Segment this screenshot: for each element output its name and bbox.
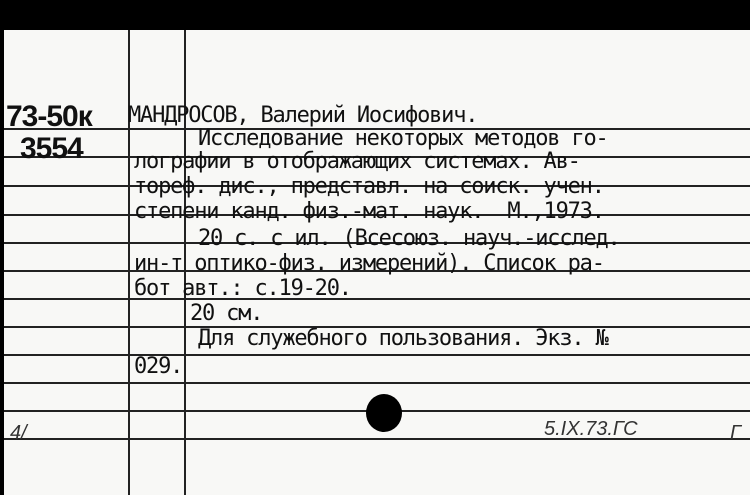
bibliography-line: бот авт.: с.19-20. bbox=[134, 276, 351, 301]
imprint-line: степени канд. физ.-мат. наук. М.,1973. bbox=[134, 199, 604, 224]
title-line: лографии в отображающих системах. Ав- bbox=[134, 149, 580, 174]
margin-line bbox=[128, 30, 130, 495]
punch-hole bbox=[366, 394, 402, 432]
pencil-mark-left: 4/ bbox=[10, 422, 27, 444]
pencil-initial: Г bbox=[730, 422, 741, 444]
call-number-line1: 73-50к bbox=[6, 100, 92, 133]
author-heading: МАНДРОСОВ, Валерий Иосифович. bbox=[128, 103, 478, 128]
copy-number: 029. bbox=[134, 354, 183, 379]
ruled-line bbox=[4, 438, 750, 440]
size-line: 20 см. bbox=[190, 301, 263, 326]
pencil-date: 5.IX.73.ГС bbox=[544, 418, 638, 440]
ruled-line bbox=[4, 382, 750, 384]
restriction-note: Для служебного пользования. Экз. № bbox=[198, 326, 608, 351]
ruled-line bbox=[4, 298, 750, 300]
title-line: Исследование некоторых методов го- bbox=[198, 126, 608, 151]
ruled-line bbox=[4, 354, 750, 356]
collation-line: 20 с. с ил. (Всесоюз. науч.-исслед. bbox=[198, 226, 620, 251]
title-line: тореф. дис., представл. на соиск. учен. bbox=[134, 174, 604, 199]
series-line: ин-т оптико-физ. измерений). Список ра- bbox=[134, 251, 604, 276]
catalog-card bbox=[4, 30, 750, 495]
call-number-line2: 3554 bbox=[20, 132, 83, 165]
